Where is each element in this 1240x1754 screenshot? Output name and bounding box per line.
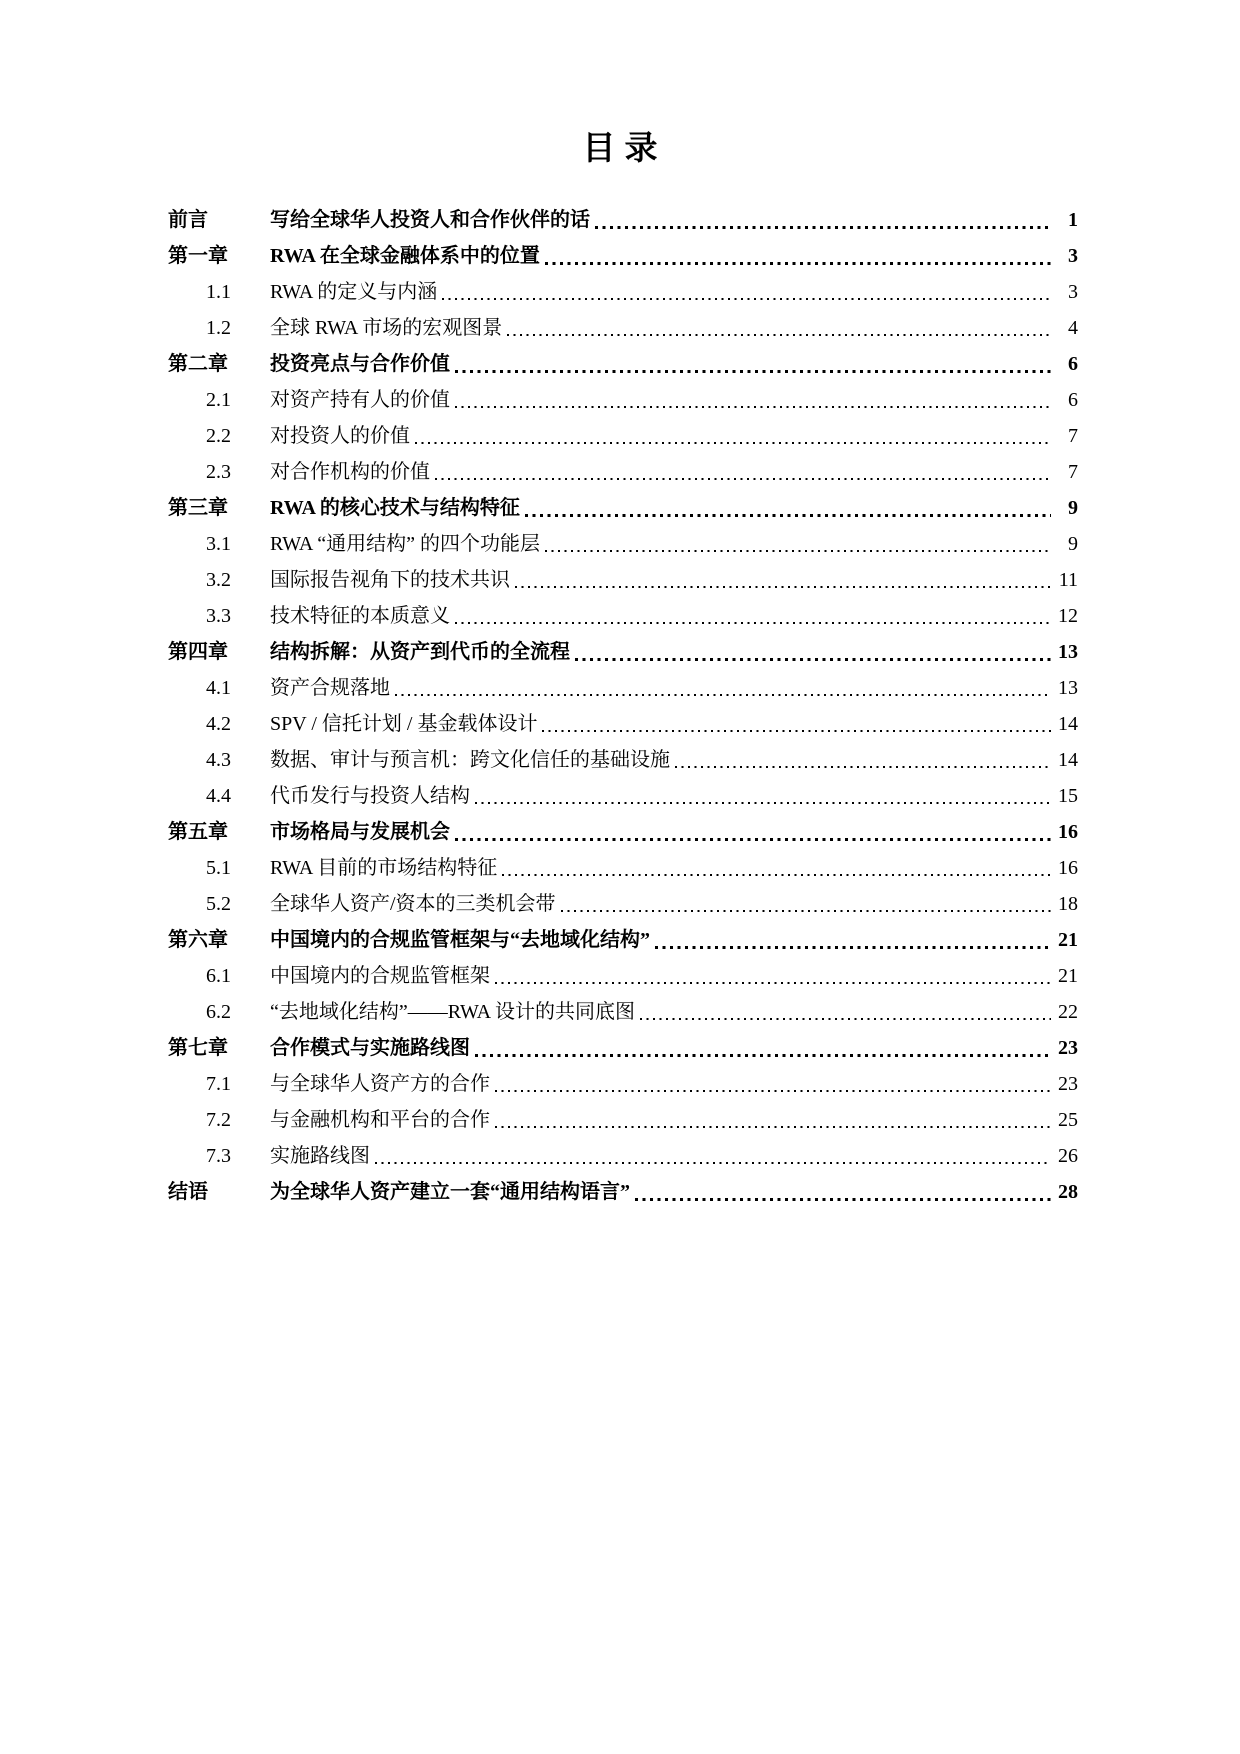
toc-entry-title: 实施路线图 [270,1144,370,1167]
toc-entry-page: 3 [1068,244,1078,267]
toc-entry-label: 2.1 [206,388,231,411]
toc-entry-label: 结语 [168,1180,208,1203]
toc-entry-label: 7.3 [206,1144,231,1167]
dot-leader [370,1138,1056,1174]
toc-entry-label: 第一章 [168,244,228,267]
toc-entry-title: 中国境内的合规监管框架 [270,964,490,987]
dot-leader [430,454,1056,490]
toc-entry-label: 第七章 [168,1036,228,1059]
toc-entry[interactable] [168,490,1078,526]
toc-entry-title: 技术特征的本质意义 [270,604,450,627]
toc-entry-title: 合作模式与实施路线图 [270,1036,470,1059]
toc-entry[interactable] [168,1102,1078,1138]
toc-entry-page: 14 [1058,712,1078,735]
toc-entry-label: 6.2 [206,1000,231,1023]
toc-entry[interactable] [168,598,1078,634]
page-title: 目录 [582,131,667,167]
toc-entry[interactable] [168,922,1078,958]
toc-entry-label: 4.2 [206,712,231,735]
toc-entry[interactable] [168,346,1078,382]
toc-entry-title: RWA 在全球金融体系中的位置 [270,244,540,267]
toc-entry-label: 7.2 [206,1108,231,1131]
toc-entry-page: 18 [1058,892,1078,915]
toc-entry[interactable] [168,382,1078,418]
toc-entry-page: 13 [1058,640,1078,663]
toc-entry-title: 中国境内的合规监管框架与“去地域化结构” [270,928,650,951]
toc-entry-label: 5.2 [206,892,231,915]
toc-entry[interactable] [168,418,1078,454]
dot-leader [470,1030,1056,1066]
toc-entry-title: 投资亮点与合作价值 [270,352,450,375]
toc-entry-page: 23 [1058,1036,1078,1059]
toc-entry[interactable] [168,814,1078,850]
toc-entry[interactable] [168,454,1078,490]
toc-entry-page: 11 [1058,568,1078,591]
toc-entry-title: 结构拆解：从资产到代币的全流程 [270,640,570,663]
toc-entry-title: 全球 RWA 市场的宏观图景 [270,316,503,339]
toc-entry-label: 第六章 [168,928,228,951]
toc-entry-page: 9 [1068,532,1078,555]
toc-entry-title: 对资产持有人的价值 [270,388,450,411]
dot-leader [520,490,1056,526]
toc-entry-label: 2.2 [206,424,231,447]
toc-entry-page: 16 [1058,856,1078,879]
toc-entry-page: 26 [1058,1144,1078,1167]
toc-entry-label: 4.1 [206,676,231,699]
dot-leader [390,670,1056,706]
toc-entry-title: 代币发行与投资人结构 [270,784,470,807]
toc-entry-label: 3.3 [206,604,231,627]
toc-entry[interactable] [168,1030,1078,1066]
toc-entry-title: RWA 目前的市场结构特征 [270,856,498,879]
dot-leader [450,598,1056,634]
toc-entry[interactable] [168,526,1078,562]
toc-entry-page: 22 [1058,1000,1078,1023]
toc-entry-label: 第二章 [168,352,228,375]
toc-entry-label: 6.1 [206,964,231,987]
toc-entry-page: 1 [1068,208,1078,231]
toc-entry[interactable] [168,1138,1078,1174]
toc-entry-label: 3.2 [206,568,231,591]
toc-entry-title: 对合作机构的价值 [270,460,430,483]
toc-entry[interactable] [168,958,1078,994]
toc-entry-page: 6 [1068,352,1078,375]
toc-entry-page: 13 [1058,676,1078,699]
dot-leader [490,1066,1056,1102]
toc-entry-page: 21 [1058,964,1078,987]
dot-leader [502,310,1056,346]
toc-entry-label: 前言 [168,208,208,231]
toc-entry-label: 4.3 [206,748,231,771]
toc-entry-title: 市场格局与发展机会 [270,820,450,843]
dot-leader [540,238,1056,274]
toc-list [168,202,1078,1210]
toc-entry-title: RWA “通用结构” 的四个功能层 [270,532,540,555]
toc-entry-title: “去地域化结构”——RWA 设计的共同底图 [270,1000,635,1023]
toc-entry[interactable] [168,238,1078,274]
dot-leader [590,202,1056,238]
toc-entry-label: 1.1 [206,280,231,303]
toc-entry[interactable] [168,310,1078,346]
toc-entry-label: 第三章 [168,496,228,519]
toc-entry-title: 为全球华人资产建立一套“通用结构语言” [270,1180,630,1203]
toc-entry-label: 1.2 [206,316,231,339]
dot-leader [497,850,1056,886]
toc-entry-title: 与金融机构和平台的合作 [270,1108,490,1131]
toc-entry[interactable] [168,850,1078,886]
toc-entry[interactable] [168,886,1078,922]
toc-entry-title: 国际报告视角下的技术共识 [270,568,510,591]
toc-entry-title: 写给全球华人投资人和合作伙伴的话 [270,208,590,231]
toc-entry-label: 5.1 [206,856,231,879]
toc-entry-page: 14 [1058,748,1078,771]
toc-entry[interactable] [168,706,1078,742]
dot-leader [490,1102,1056,1138]
dot-leader [556,886,1056,922]
dot-leader [537,706,1056,742]
toc-entry[interactable] [168,562,1078,598]
toc-entry-page: 15 [1058,784,1078,807]
toc-entry-page: 3 [1068,280,1078,303]
dot-leader [450,346,1056,382]
toc-entry[interactable] [168,742,1078,778]
toc-entry-title: 资产合规落地 [270,676,390,699]
toc-entry-label: 第四章 [168,640,228,663]
dot-leader [510,562,1056,598]
toc-entry-page: 23 [1058,1072,1078,1095]
dot-leader [450,814,1056,850]
toc-entry-title: 对投资人的价值 [270,424,410,447]
toc-entry-title: 数据、审计与预言机：跨文化信任的基础设施 [270,748,670,771]
toc-entry-title: 与全球华人资产方的合作 [270,1072,490,1095]
dot-leader [650,922,1056,958]
dot-leader [410,418,1056,454]
toc-entry[interactable] [168,778,1078,814]
dot-leader [490,958,1056,994]
toc-entry-title: SPV / 信托计划 / 基金载体设计 [270,712,538,735]
toc-entry-page: 7 [1068,460,1078,483]
toc-entry[interactable] [168,670,1078,706]
dot-leader [630,1174,1056,1210]
toc-entry-label: 3.1 [206,532,231,555]
dot-leader [635,994,1056,1030]
dot-leader [540,526,1056,562]
toc-entry[interactable] [168,634,1078,670]
toc-entry-page: 21 [1058,928,1078,951]
toc-entry-title: RWA 的定义与内涵 [270,280,438,303]
toc-entry-page: 28 [1058,1180,1078,1203]
toc-entry-page: 12 [1058,604,1078,627]
toc-entry[interactable] [168,1066,1078,1102]
dot-leader [470,778,1056,814]
dot-leader [670,742,1056,778]
toc-entry-page: 7 [1068,424,1078,447]
toc-entry[interactable] [168,1174,1078,1210]
toc-entry[interactable] [168,274,1078,310]
toc-entry-page: 4 [1068,316,1078,339]
toc-entry-title: 全球华人资产/资本的三类机会带 [270,892,556,915]
dot-leader [437,274,1056,310]
toc-entry-page: 16 [1058,820,1078,843]
toc-entry-page: 25 [1058,1108,1078,1131]
toc-entry-label: 2.3 [206,460,231,483]
toc-entry-page: 6 [1068,388,1078,411]
toc-entry[interactable] [168,202,1078,238]
toc-entry-title: RWA 的核心技术与结构特征 [270,496,520,519]
dot-leader [450,382,1056,418]
toc-entry-label: 第五章 [168,820,228,843]
toc-entry-page: 9 [1068,496,1078,519]
dot-leader [570,634,1056,670]
toc-entry[interactable] [168,994,1078,1030]
toc-entry-label: 7.1 [206,1072,231,1095]
toc-entry-label: 4.4 [206,784,231,807]
